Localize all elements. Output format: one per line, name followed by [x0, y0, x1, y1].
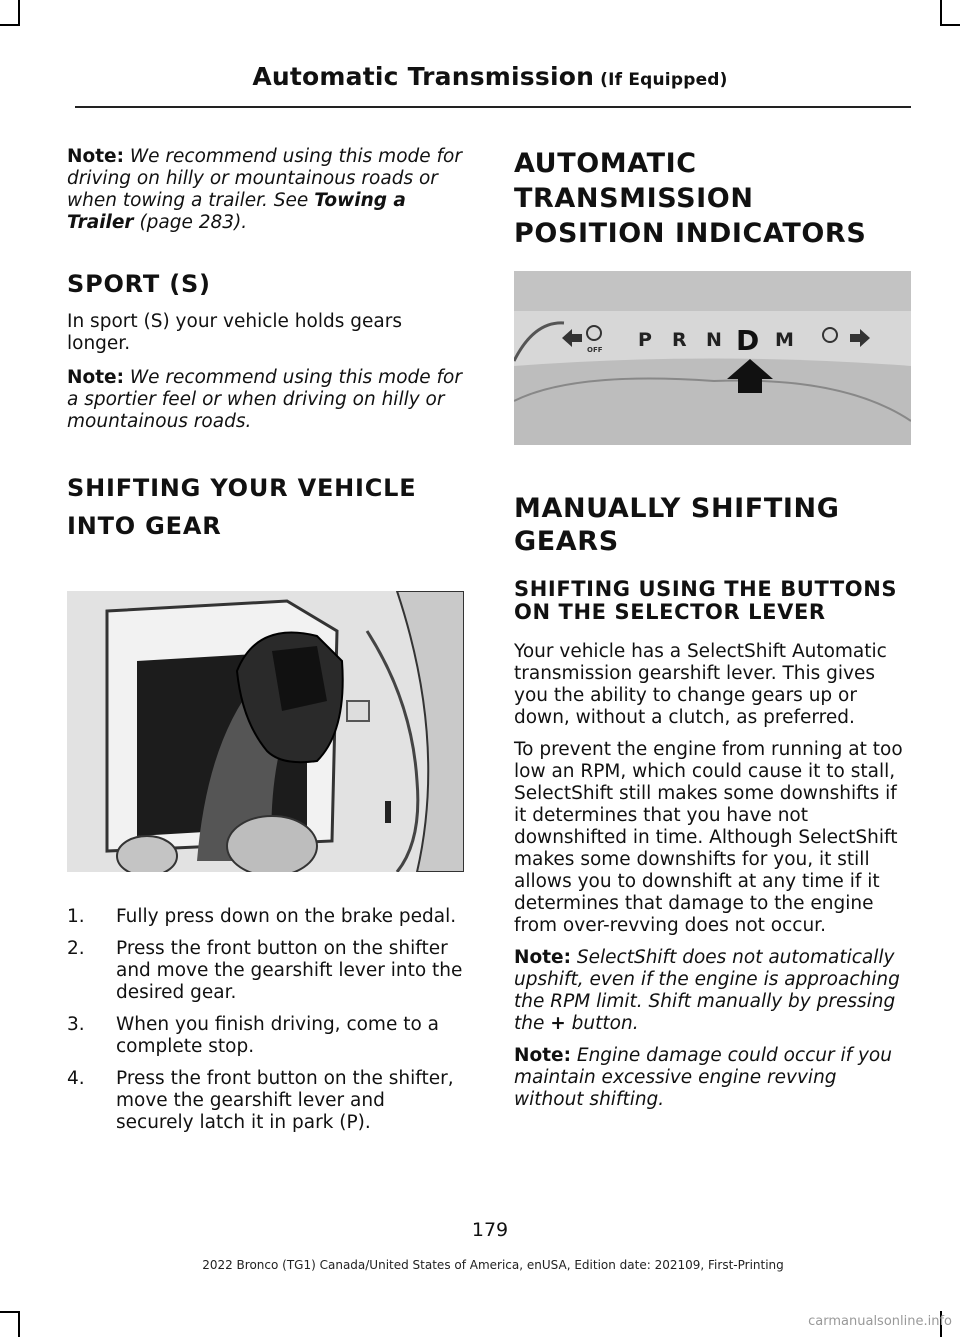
gear-letter-r: R: [672, 329, 687, 351]
note-text: SelectShift does not automatically upshift, even if the engine is approaching the RPM limit. Shift manually by pressing the: [514, 947, 900, 1034]
crop-mark: [940, 0, 942, 26]
step-text: Fully press down on the brake pedal.: [116, 906, 457, 927]
note-label: Note:: [67, 146, 124, 167]
step-text: Press the front button on the shifter, move the gearshift lever and securely latch it in park (P).: [116, 1068, 454, 1133]
position-indicator-image: [514, 271, 911, 445]
right-column: [514, 146, 911, 1111]
note-sport: [67, 367, 464, 433]
indicators-heading: AUTOMATIC TRANSMISSION POSITION INDICATORS: [514, 148, 867, 249]
towing-link[interactable]: Towing a Trailer: [67, 190, 406, 233]
header-title: Automatic Transmission: [252, 62, 595, 91]
buttons-heading: SHIFTING USING THE BUTTONS ON THE SELECTOR LEVER: [514, 577, 898, 624]
page-header: [0, 62, 960, 91]
note-text: Engine damage could occur if you maintain excessive engine revving without shifting.: [514, 1045, 892, 1110]
note-label: Note:: [514, 947, 571, 968]
gear-letter-m: M: [775, 329, 794, 351]
crop-mark: [0, 1311, 20, 1313]
list-item: [67, 938, 464, 1004]
crop-mark: [0, 24, 20, 26]
gear-letter-n: N: [706, 329, 722, 351]
sport-heading: SPORT (S): [67, 270, 211, 298]
gear-letter-d: D: [736, 324, 760, 357]
left-column: [67, 146, 464, 1134]
sport-text: In sport (S) your vehicle holds gears longer.: [67, 311, 402, 354]
watermark: carmanualsonline.info: [808, 1314, 952, 1329]
step-number: 1.: [67, 906, 85, 927]
step-number: 3.: [67, 1014, 85, 1035]
list-item: [67, 1068, 464, 1134]
step-number: 4.: [67, 1068, 85, 1089]
list-item: [67, 906, 464, 928]
page-ref: (page 283).: [139, 212, 248, 233]
page-number: 179: [471, 1219, 509, 1241]
edition-info: 2022 Bronco (TG1) Canada/United States of America, enUSA, Edition date: 202109, First-Printing: [202, 1258, 784, 1272]
crop-mark: [18, 1311, 20, 1337]
step-number: 2.: [67, 938, 85, 959]
shifting-steps: [67, 906, 464, 1134]
gearshift-lever-image: [67, 591, 464, 872]
indicator-off-label: OFF: [587, 346, 603, 354]
note-text: button.: [571, 1013, 639, 1034]
step-text: When you finish driving, come to a complete stop.: [116, 1014, 440, 1057]
paragraph-downshift: To prevent the engine from running at too low an RPM, which could cause it to stall, SelectShift still makes some downshifts if it determines that you have not downshifted in time. Although SelectShift makes some downshifts for you, it still allows you to downshift at any time if it determines that damage to the engine from over-revving does not occur.: [514, 739, 903, 936]
note-text: We recommend using this mode for a sportier feel or when driving on hilly or mountainous roads.: [67, 367, 462, 432]
manual-heading: MANUALLY SHIFTING GEARS: [514, 493, 840, 557]
header-rule: [75, 106, 911, 108]
note-text: We recommend using this mode for driving on hilly or mountainous roads or when towing a trailer. See: [67, 146, 462, 211]
step-text: Press the front button on the shifter and move the gearshift lever into the desired gear.: [116, 938, 463, 1003]
shifting-heading: SHIFTING YOUR VEHICLE INTO GEAR: [67, 474, 417, 540]
list-item: [67, 1014, 464, 1058]
paragraph-selectshift: Your vehicle has a SelectShift Automatic transmission gearshift lever. This gives you the ability to change gears up or down, without a clutch, as preferred.: [514, 641, 887, 728]
note-engine-damage: [514, 1045, 911, 1111]
note-label: Note:: [67, 367, 124, 388]
plus-symbol: +: [550, 1013, 566, 1034]
note-label: Note:: [514, 1045, 571, 1066]
crop-mark: [18, 0, 20, 26]
note-towing: [67, 146, 464, 234]
crop-mark: [940, 24, 960, 26]
gear-letter-p: P: [638, 329, 652, 351]
header-subtitle: (If Equipped): [600, 70, 728, 90]
note-upshift: [514, 947, 911, 1035]
